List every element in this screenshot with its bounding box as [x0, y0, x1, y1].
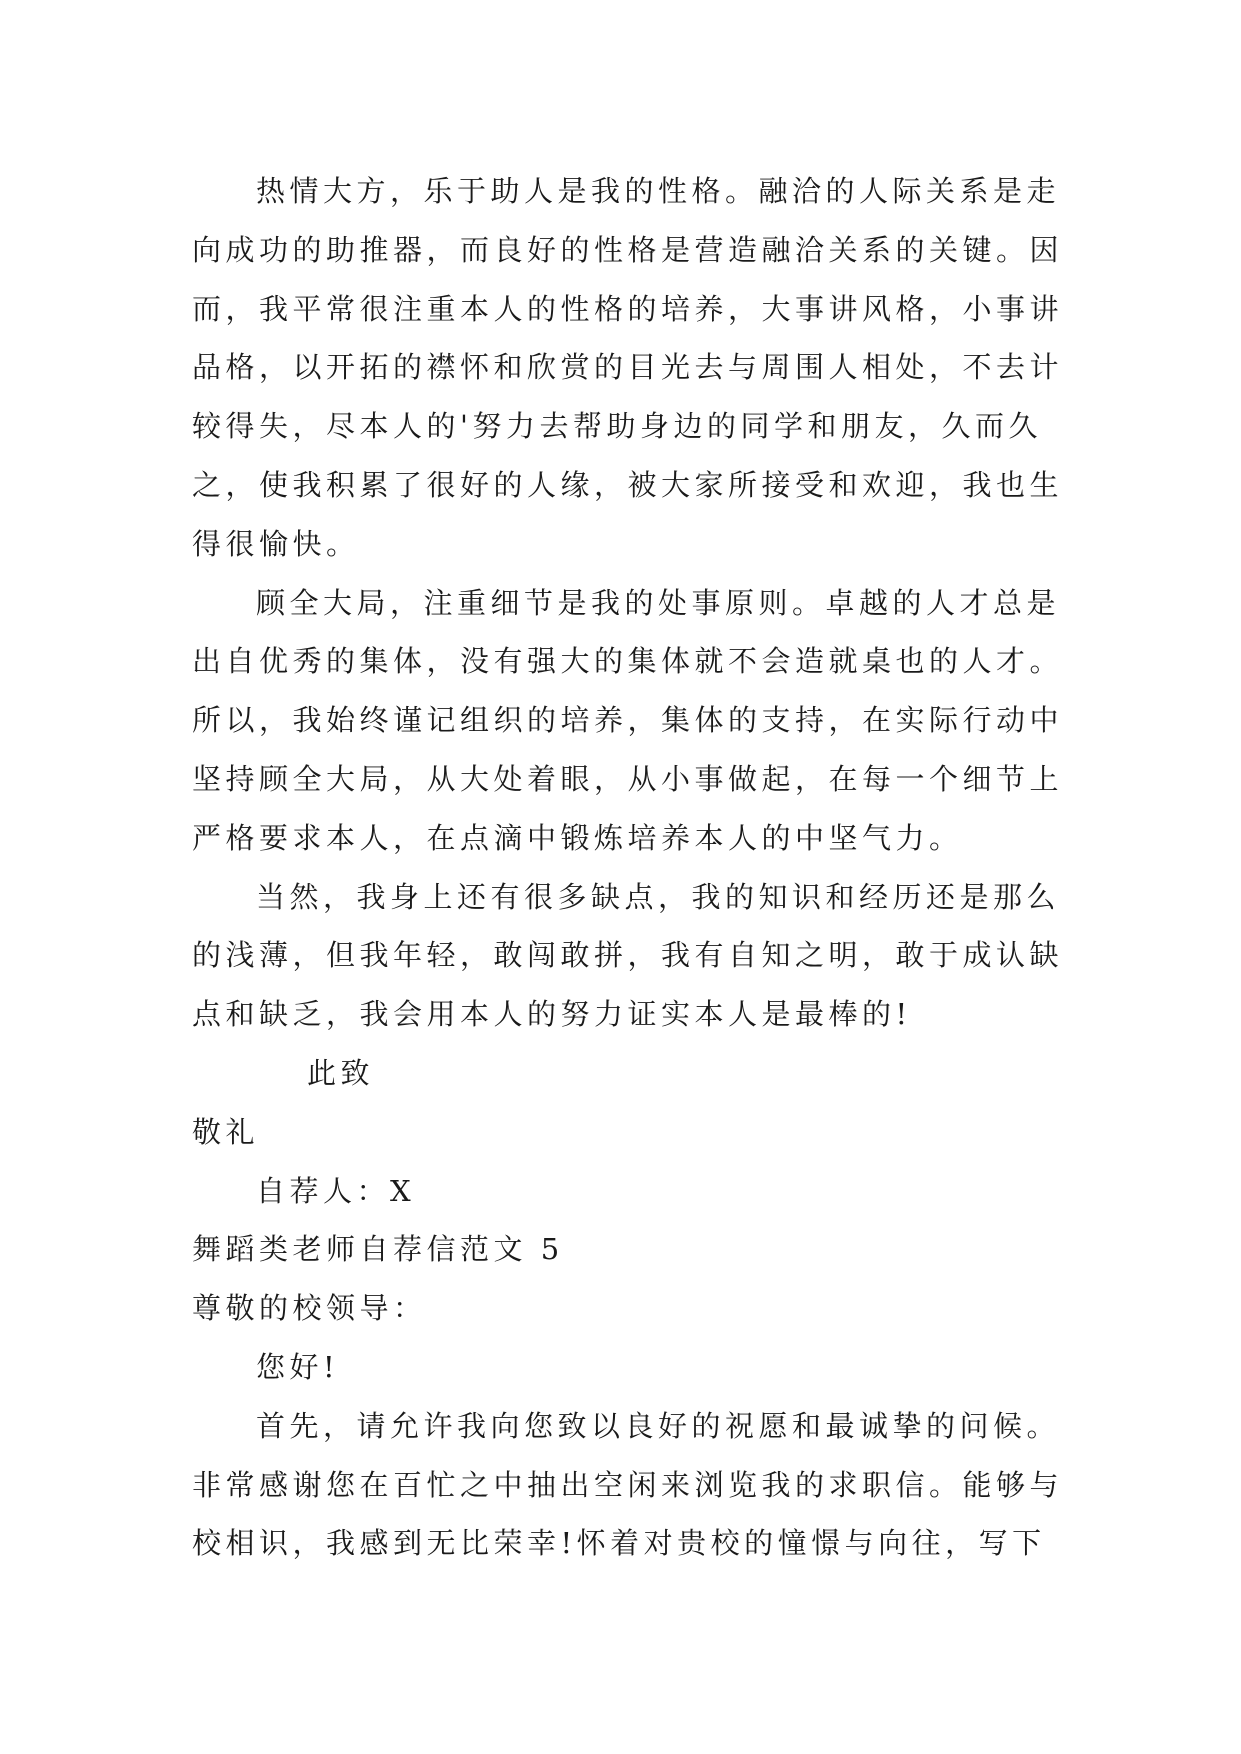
text-line: 点和缺乏，我会用本人的努力证实本人是最棒的! [192, 997, 912, 1032]
text-line: 热情大方，乐于助人是我的性格。融洽的人际关系是走 [256, 174, 1061, 208]
text-line: 的浅薄，但我年轻，敢闯敢拼，我有自知之明，敢于成认缺 [192, 938, 1064, 973]
text-line: 严格要求本人，在点滴中锻炼培养本人的中坚气力。 [192, 820, 963, 855]
paragraph-introduction [192, 1397, 1062, 1573]
signature-text: 自荐人：X [256, 1173, 416, 1208]
text-line: 校相识，我感到无比荣幸!怀着对贵校的憧憬与向往，写下 [192, 1526, 1046, 1561]
paragraph-shortcomings [192, 868, 1062, 1044]
text-line: 得很愉快。 [192, 526, 360, 561]
text-line: 而，我平常很注重本人的性格的培养，大事讲风格，小事讲 [192, 291, 1064, 326]
closing-text: 此致 [307, 1055, 375, 1090]
text-line: 出自优秀的集体，没有强大的集体就不会造就桌也的人才。 [192, 644, 1064, 679]
paragraph-principles [192, 574, 1062, 868]
text-line: 所以，我始终谨记组织的培养，集体的支持，在实际行动中 [192, 703, 1064, 738]
text-line: 品格，以开拓的襟怀和欣赏的目光去与周围人相处，不去计 [192, 350, 1064, 385]
paragraph-personality [192, 162, 1062, 574]
salute-text: 敬礼 [192, 1114, 260, 1149]
text-line: 非常感谢您在百忙之中抽出空闲来浏览我的求职信。能够与 [192, 1467, 1064, 1502]
text-line: 首先，请允许我向您致以良好的祝愿和最诚挚的问候。 [256, 1408, 1061, 1443]
text-line: 坚持顾全大局，从大处着眼，从小事做起，在每一个细节上 [192, 761, 1064, 796]
text-line: 顾全大局，注重细节是我的处事原则。卓越的人才总是 [256, 585, 1061, 620]
text-line: 之，使我积累了很好的人缘，被大家所接受和欢迎，我也生 [192, 467, 1064, 502]
text-line: 向成功的助推器，而良好的性格是营造融洽关系的关键。因 [192, 232, 1064, 267]
text-line: 较得失，尽本人的'努力去帮助身边的同学和朋友，久而久 [192, 409, 1042, 444]
greeting-text: 您好! [256, 1349, 340, 1384]
document-body [192, 162, 1062, 1573]
text-line: 当然，我身上还有很多缺点，我的知识和经历还是那么 [256, 879, 1061, 914]
addressee-text: 尊敬的校领导： [192, 1291, 427, 1326]
section-title: 舞蹈类老师自荐信范文 5 [192, 1232, 564, 1267]
